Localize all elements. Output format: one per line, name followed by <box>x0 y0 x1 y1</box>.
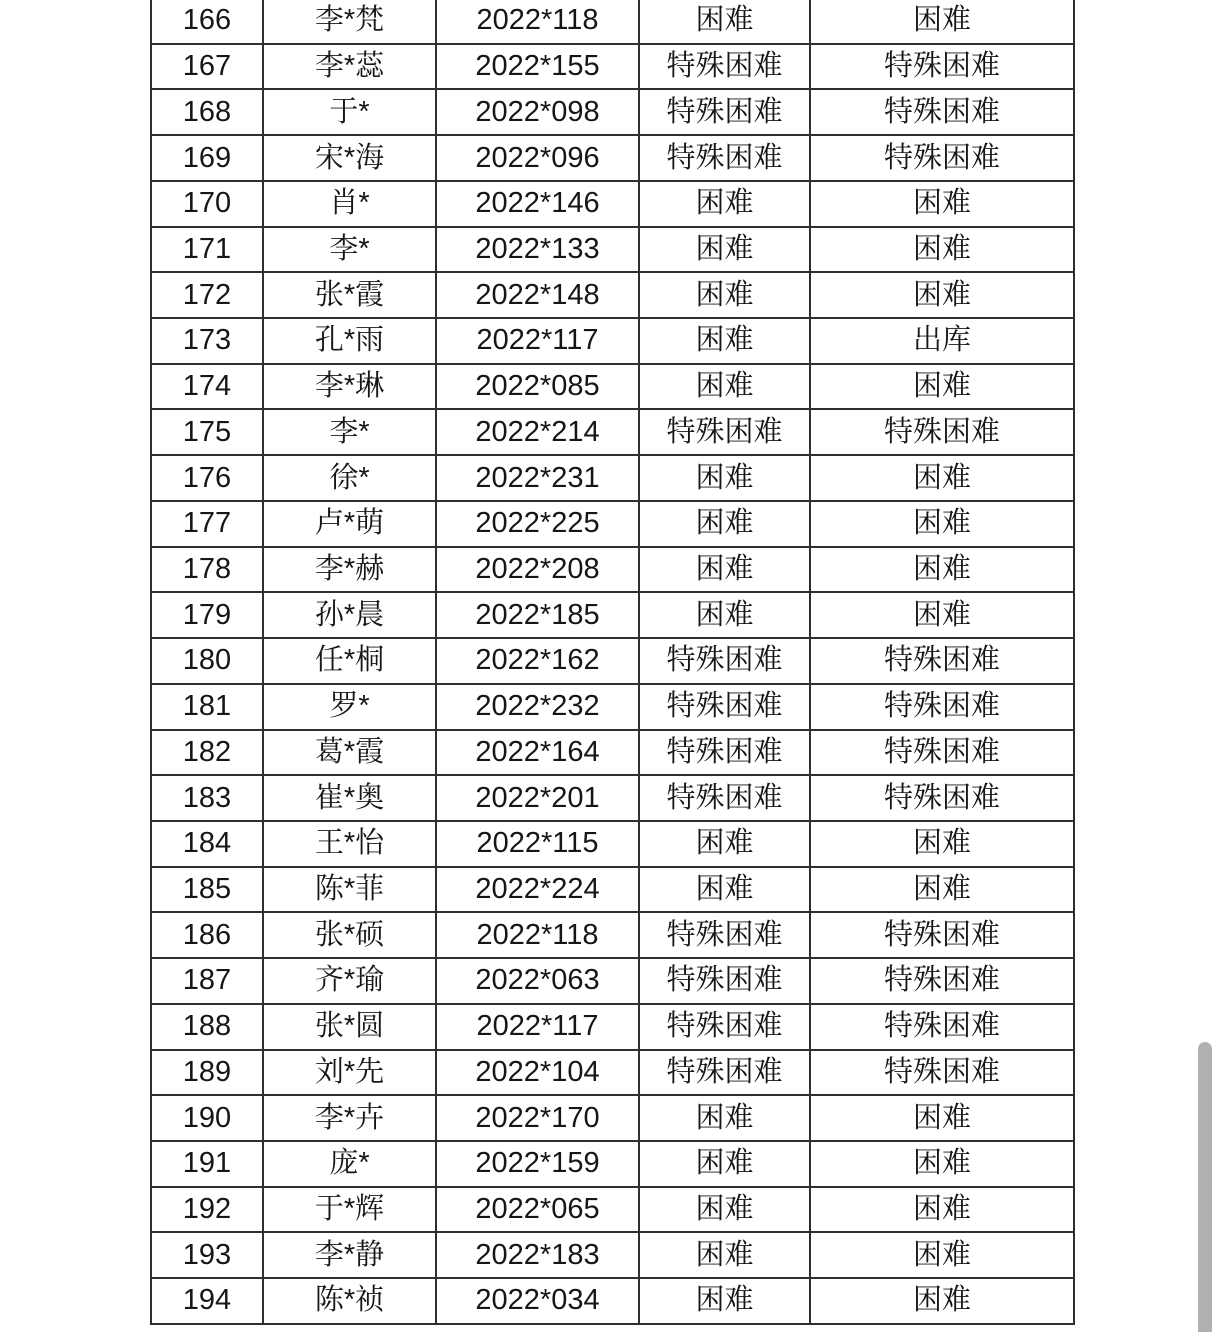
cell-masked-id: 2022*225 <box>436 501 639 547</box>
cell-masked-name: 孔*雨 <box>263 318 436 364</box>
cell-review-status: 困难 <box>810 181 1074 227</box>
table-row <box>151 638 1074 684</box>
cell-masked-id: 2022*214 <box>436 409 639 455</box>
cell-difficulty-status: 特殊困难 <box>639 912 810 958</box>
cell-masked-name: 陈*菲 <box>263 867 436 913</box>
cell-row-number: 192 <box>151 1187 263 1233</box>
cell-masked-name: 刘*先 <box>263 1050 436 1096</box>
cell-review-status: 特殊困难 <box>810 684 1074 730</box>
cell-masked-name: 张*圆 <box>263 1004 436 1050</box>
cell-difficulty-status: 特殊困难 <box>639 44 810 90</box>
cell-masked-name: 肖* <box>263 181 436 227</box>
table-row <box>151 1232 1074 1278</box>
cell-review-status: 特殊困难 <box>810 775 1074 821</box>
cell-masked-id: 2022*185 <box>436 592 639 638</box>
cell-difficulty-status: 特殊困难 <box>639 638 810 684</box>
cell-review-status: 困难 <box>810 227 1074 273</box>
cell-review-status: 困难 <box>810 867 1074 913</box>
cell-difficulty-status: 特殊困难 <box>639 958 810 1004</box>
table-row <box>151 684 1074 730</box>
cell-row-number: 187 <box>151 958 263 1004</box>
cell-masked-name: 孙*晨 <box>263 592 436 638</box>
cell-masked-name: 王*怡 <box>263 821 436 867</box>
cell-difficulty-status: 困难 <box>639 1232 810 1278</box>
cell-row-number: 189 <box>151 1050 263 1096</box>
table-row <box>151 592 1074 638</box>
cell-review-status: 困难 <box>810 821 1074 867</box>
cell-review-status: 特殊困难 <box>810 44 1074 90</box>
cell-row-number: 191 <box>151 1141 263 1187</box>
cell-review-status: 特殊困难 <box>810 1004 1074 1050</box>
table-row <box>151 821 1074 867</box>
table-row <box>151 501 1074 547</box>
cell-difficulty-status: 困难 <box>639 181 810 227</box>
cell-masked-name: 李*梵 <box>263 0 436 44</box>
cell-masked-id: 2022*096 <box>436 135 639 181</box>
cell-review-status: 困难 <box>810 1278 1074 1324</box>
cell-row-number: 177 <box>151 501 263 547</box>
cell-masked-id: 2022*115 <box>436 821 639 867</box>
cell-row-number: 190 <box>151 1095 263 1141</box>
cell-row-number: 183 <box>151 775 263 821</box>
cell-row-number: 166 <box>151 0 263 44</box>
cell-difficulty-status: 困难 <box>639 1141 810 1187</box>
cell-difficulty-status: 特殊困难 <box>639 730 810 776</box>
table-row <box>151 1278 1074 1324</box>
cell-review-status: 困难 <box>810 1095 1074 1141</box>
cell-row-number: 185 <box>151 867 263 913</box>
table-row <box>151 912 1074 958</box>
record-table <box>150 0 1075 1325</box>
cell-masked-name: 崔*奥 <box>263 775 436 821</box>
cell-row-number: 172 <box>151 272 263 318</box>
cell-masked-name: 于* <box>263 89 436 135</box>
table-row <box>151 364 1074 410</box>
cell-difficulty-status: 特殊困难 <box>639 409 810 455</box>
cell-masked-name: 宋*海 <box>263 135 436 181</box>
table-row <box>151 455 1074 501</box>
cell-masked-id: 2022*133 <box>436 227 639 273</box>
cell-masked-id: 2022*183 <box>436 1232 639 1278</box>
cell-row-number: 176 <box>151 455 263 501</box>
cell-row-number: 169 <box>151 135 263 181</box>
cell-masked-name: 卢*萌 <box>263 501 436 547</box>
cell-masked-id: 2022*034 <box>436 1278 639 1324</box>
cell-difficulty-status: 困难 <box>639 1278 810 1324</box>
cell-masked-name: 李*静 <box>263 1232 436 1278</box>
scrollbar-thumb[interactable] <box>1198 1042 1212 1332</box>
cell-masked-id: 2022*164 <box>436 730 639 776</box>
cell-review-status: 特殊困难 <box>810 638 1074 684</box>
cell-masked-id: 2022*063 <box>436 958 639 1004</box>
table-row <box>151 775 1074 821</box>
cell-difficulty-status: 特殊困难 <box>639 775 810 821</box>
cell-review-status: 特殊困难 <box>810 1050 1074 1096</box>
table-row <box>151 1187 1074 1233</box>
cell-masked-name: 李*赫 <box>263 547 436 593</box>
cell-review-status: 特殊困难 <box>810 958 1074 1004</box>
cell-masked-id: 2022*232 <box>436 684 639 730</box>
table-row <box>151 1095 1074 1141</box>
cell-row-number: 171 <box>151 227 263 273</box>
cell-masked-name: 罗* <box>263 684 436 730</box>
cell-masked-id: 2022*065 <box>436 1187 639 1233</box>
cell-masked-id: 2022*162 <box>436 638 639 684</box>
cell-review-status: 困难 <box>810 1141 1074 1187</box>
cell-difficulty-status: 困难 <box>639 272 810 318</box>
cell-masked-id: 2022*231 <box>436 455 639 501</box>
table-row <box>151 318 1074 364</box>
cell-row-number: 180 <box>151 638 263 684</box>
table-row <box>151 1004 1074 1050</box>
cell-difficulty-status: 困难 <box>639 821 810 867</box>
cell-review-status: 特殊困难 <box>810 135 1074 181</box>
table-row <box>151 1141 1074 1187</box>
cell-masked-id: 2022*098 <box>436 89 639 135</box>
cell-masked-id: 2022*201 <box>436 775 639 821</box>
cell-masked-name: 李*卉 <box>263 1095 436 1141</box>
cell-row-number: 178 <box>151 547 263 593</box>
record-table-container <box>150 0 1073 1325</box>
cell-review-status: 困难 <box>810 1232 1074 1278</box>
table-row <box>151 272 1074 318</box>
cell-masked-name: 庞* <box>263 1141 436 1187</box>
cell-review-status: 困难 <box>810 501 1074 547</box>
cell-masked-name: 徐* <box>263 455 436 501</box>
cell-difficulty-status: 困难 <box>639 1095 810 1141</box>
cell-difficulty-status: 特殊困难 <box>639 684 810 730</box>
table-row <box>151 409 1074 455</box>
cell-masked-name: 任*桐 <box>263 638 436 684</box>
table-row <box>151 1050 1074 1096</box>
cell-difficulty-status: 特殊困难 <box>639 1004 810 1050</box>
cell-masked-id: 2022*118 <box>436 0 639 44</box>
cell-difficulty-status: 困难 <box>639 364 810 410</box>
table-row <box>151 730 1074 776</box>
cell-masked-name: 葛*霞 <box>263 730 436 776</box>
cell-difficulty-status: 困难 <box>639 547 810 593</box>
cell-review-status: 困难 <box>810 547 1074 593</box>
cell-difficulty-status: 困难 <box>639 867 810 913</box>
cell-masked-name: 于*辉 <box>263 1187 436 1233</box>
cell-masked-name: 李* <box>263 409 436 455</box>
cell-masked-id: 2022*148 <box>436 272 639 318</box>
cell-row-number: 186 <box>151 912 263 958</box>
cell-row-number: 173 <box>151 318 263 364</box>
cell-review-status: 困难 <box>810 272 1074 318</box>
table-row <box>151 0 1074 44</box>
cell-difficulty-status: 困难 <box>639 592 810 638</box>
cell-review-status: 困难 <box>810 1187 1074 1233</box>
cell-row-number: 188 <box>151 1004 263 1050</box>
cell-review-status: 特殊困难 <box>810 912 1074 958</box>
cell-review-status: 困难 <box>810 592 1074 638</box>
cell-masked-id: 2022*104 <box>436 1050 639 1096</box>
cell-row-number: 170 <box>151 181 263 227</box>
cell-masked-name: 齐*瑜 <box>263 958 436 1004</box>
table-row <box>151 227 1074 273</box>
cell-review-status: 出库 <box>810 318 1074 364</box>
table-row <box>151 958 1074 1004</box>
cell-masked-id: 2022*224 <box>436 867 639 913</box>
cell-row-number: 193 <box>151 1232 263 1278</box>
cell-row-number: 181 <box>151 684 263 730</box>
cell-masked-name: 张*霞 <box>263 272 436 318</box>
cell-masked-name: 李*琳 <box>263 364 436 410</box>
table-row <box>151 135 1074 181</box>
cell-masked-id: 2022*170 <box>436 1095 639 1141</box>
cell-row-number: 167 <box>151 44 263 90</box>
cell-masked-name: 陈*祯 <box>263 1278 436 1324</box>
cell-row-number: 184 <box>151 821 263 867</box>
cell-masked-name: 张*硕 <box>263 912 436 958</box>
cell-masked-id: 2022*118 <box>436 912 639 958</box>
cell-difficulty-status: 困难 <box>639 227 810 273</box>
cell-review-status: 困难 <box>810 455 1074 501</box>
cell-difficulty-status: 困难 <box>639 0 810 44</box>
cell-review-status: 困难 <box>810 0 1074 44</box>
cell-row-number: 175 <box>151 409 263 455</box>
cell-masked-id: 2022*117 <box>436 318 639 364</box>
cell-masked-id: 2022*085 <box>436 364 639 410</box>
cell-review-status: 特殊困难 <box>810 409 1074 455</box>
table-row <box>151 867 1074 913</box>
cell-difficulty-status: 特殊困难 <box>639 89 810 135</box>
cell-review-status: 特殊困难 <box>810 730 1074 776</box>
cell-difficulty-status: 困难 <box>639 455 810 501</box>
cell-difficulty-status: 困难 <box>639 318 810 364</box>
cell-row-number: 168 <box>151 89 263 135</box>
cell-review-status: 特殊困难 <box>810 89 1074 135</box>
cell-row-number: 174 <box>151 364 263 410</box>
cell-row-number: 182 <box>151 730 263 776</box>
table-row <box>151 547 1074 593</box>
cell-review-status: 困难 <box>810 364 1074 410</box>
cell-masked-id: 2022*117 <box>436 1004 639 1050</box>
cell-difficulty-status: 困难 <box>639 501 810 547</box>
cell-masked-id: 2022*155 <box>436 44 639 90</box>
cell-masked-id: 2022*146 <box>436 181 639 227</box>
cell-masked-name: 李* <box>263 227 436 273</box>
table-body <box>151 0 1074 1324</box>
cell-row-number: 179 <box>151 592 263 638</box>
cell-masked-id: 2022*159 <box>436 1141 639 1187</box>
table-row <box>151 89 1074 135</box>
cell-row-number: 194 <box>151 1278 263 1324</box>
table-row <box>151 181 1074 227</box>
cell-difficulty-status: 困难 <box>639 1187 810 1233</box>
cell-masked-name: 李*蕊 <box>263 44 436 90</box>
cell-masked-id: 2022*208 <box>436 547 639 593</box>
cell-difficulty-status: 特殊困难 <box>639 135 810 181</box>
table-row <box>151 44 1074 90</box>
cell-difficulty-status: 特殊困难 <box>639 1050 810 1096</box>
